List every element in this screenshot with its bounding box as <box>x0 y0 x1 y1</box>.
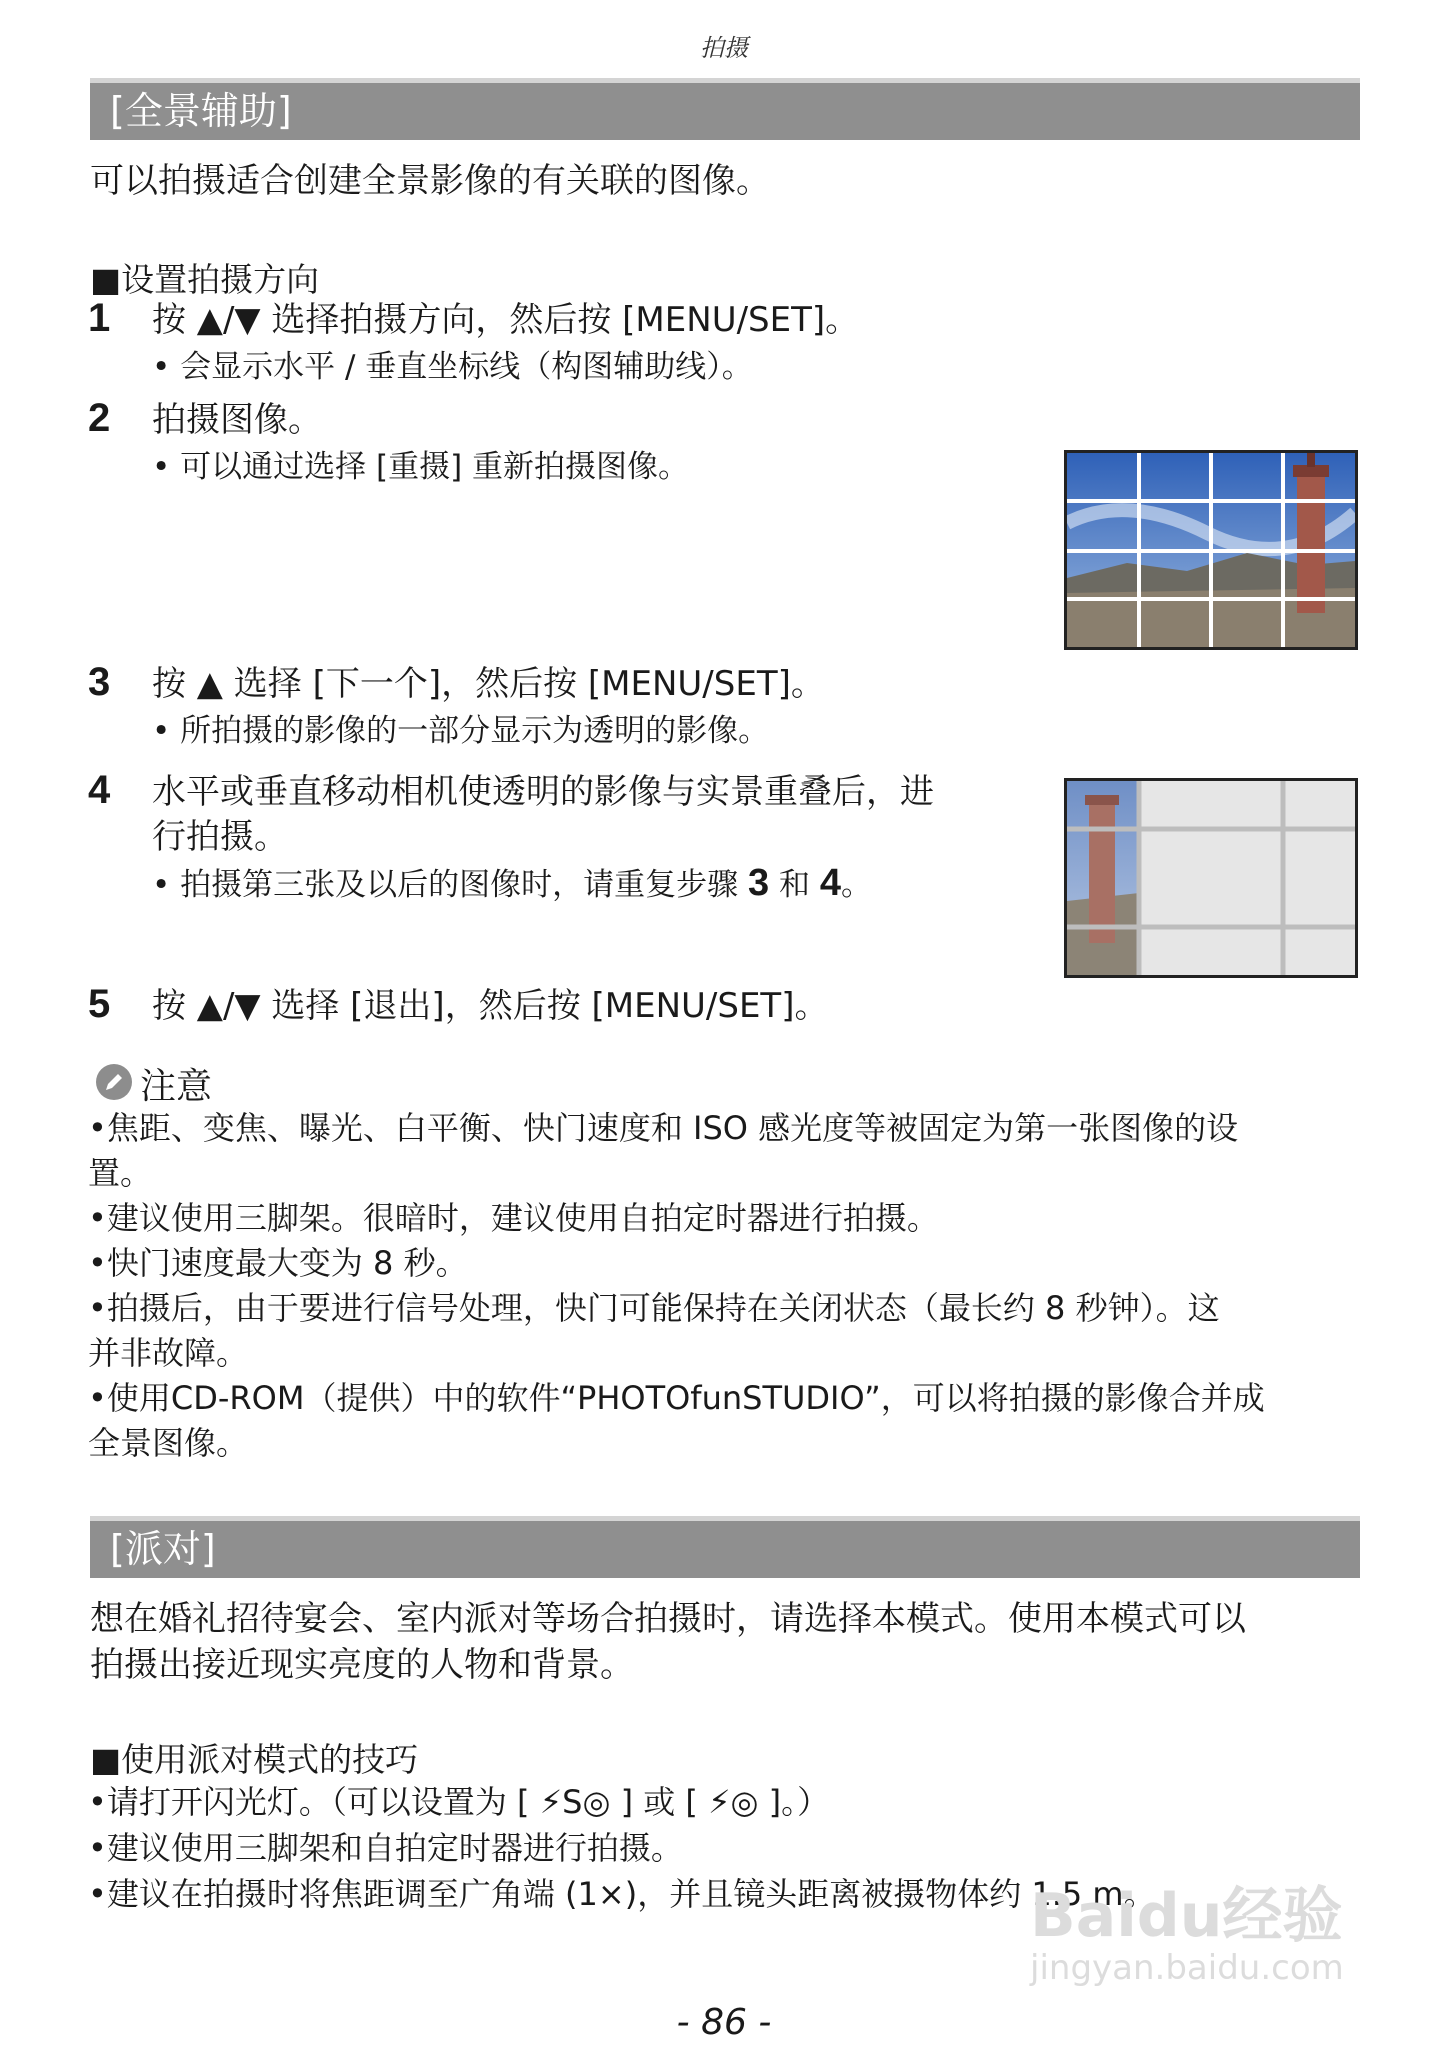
note-title: 注意 <box>140 1066 213 1107</box>
step-text-line1: 水平或垂直移动相机使透明的影像与实景重叠后，进 <box>152 772 934 812</box>
pencil-note-icon <box>96 1064 132 1100</box>
section-title-panorama: [全景辅助] <box>90 78 1360 140</box>
section-title-party: [派对] <box>90 1516 1360 1578</box>
note-line: •拍摄后，由于要进行信号处理，快门可能保持在关闭状态（最长约 8 秒钟）。这 <box>88 1289 1220 1327</box>
panorama-overlap-photo <box>1064 778 1358 978</box>
scene-illustration <box>1067 453 1355 647</box>
step-text: 按 ▲/▼ 选择拍摄方向，然后按 [MENU/SET]。 <box>152 300 860 340</box>
step-number: 2 <box>88 396 111 440</box>
tip-line: •建议在拍摄时将焦距调至广角端 (1×)，并且镜头距离被摄物体约 1.5 m。 <box>88 1875 1156 1913</box>
bullet-text: • 拍摄第三张及以后的图像时，请重复步骤 <box>152 867 748 903</box>
step-bullet: • 所拍摄的影像的一部分显示为透明的影像。 <box>152 713 770 749</box>
bullet-text: 和 <box>769 867 820 903</box>
step-bullet <box>152 862 872 906</box>
page-number: - 86 - <box>676 2002 772 2043</box>
subheading-party-tips: ■使用派对模式的技巧 <box>90 1740 419 1779</box>
step-text: 拍摄图像。 <box>152 400 322 440</box>
panorama-grid-photo <box>1064 450 1358 650</box>
step-text: 按 ▲/▼ 选择 [退出]，然后按 [MENU/SET]。 <box>152 986 829 1026</box>
section-intro: 可以拍摄适合创建全景影像的有关联的图像。 <box>90 161 770 201</box>
tip-line: •请打开闪光灯。（可以设置为 [ ⚡S◎ ] 或 [ ⚡◎ ]。） <box>88 1783 830 1821</box>
step-text: 按 ▲ 选择 [下一个]，然后按 [MENU/SET]。 <box>152 664 825 704</box>
section-intro-line: 拍摄出接近现实亮度的人物和背景。 <box>90 1645 634 1685</box>
note-line: •快门速度最大变为 8 秒。 <box>88 1244 468 1282</box>
subheading-direction: ■设置拍摄方向 <box>90 260 320 299</box>
step-number: 4 <box>88 768 111 812</box>
step-number: 3 <box>88 660 111 704</box>
note-line: •建议使用三脚架。很暗时，建议使用自拍定时器进行拍摄。 <box>88 1199 939 1237</box>
note-line: •使用CD-ROM（提供）中的软件“PHOTOfunSTUDIO”，可以将拍摄的影像合并成 <box>88 1379 1265 1417</box>
step-bullet: • 可以通过选择 [重摄] 重新拍摄图像。 <box>152 449 690 485</box>
step-bullet: • 会显示水平 / 垂直坐标线（构图辅助线）。 <box>152 349 753 385</box>
tip-line: •建议使用三脚架和自拍定时器进行拍摄。 <box>88 1829 683 1867</box>
running-header: 拍摄 <box>700 34 748 62</box>
step-text-line2: 行拍摄。 <box>152 817 288 857</box>
note-line: •焦距、变焦、曝光、白平衡、快门速度和 ISO 感光度等被固定为第一张图像的设 <box>88 1109 1239 1147</box>
note-line: 并非故障。 <box>88 1334 249 1372</box>
step-number: 5 <box>88 982 111 1026</box>
note-line: 置。 <box>88 1154 153 1192</box>
step-number: 1 <box>88 296 111 340</box>
watermark-url: jingyan.baidu.com <box>1030 1948 1344 1988</box>
section-intro-line: 想在婚礼招待宴会、室内派对等场合拍摄时，请选择本模式。使用本模式可以 <box>90 1599 1246 1639</box>
step-ref: 4 <box>819 862 841 904</box>
step-ref: 3 <box>748 862 770 904</box>
overlap-illustration <box>1067 781 1355 975</box>
bullet-text: 。 <box>841 867 872 903</box>
note-line: 全景图像。 <box>88 1424 249 1462</box>
baidu-watermark-logo: Baidu经验 <box>1030 1881 1343 1951</box>
